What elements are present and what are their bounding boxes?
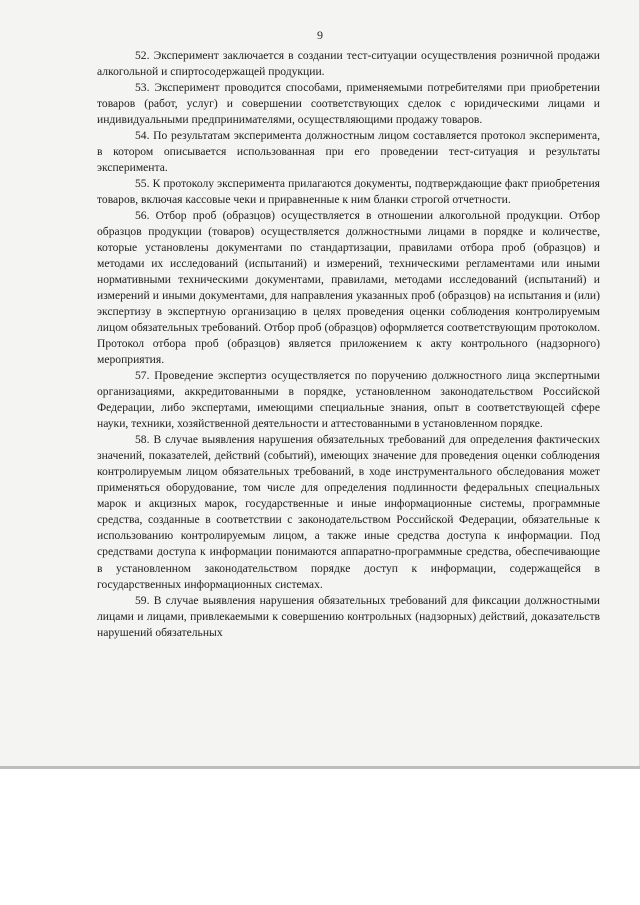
- paragraph-57: 57. Проведение экспертиз осуществляется по поручению должностного лица экспертными организациями, аккредитованными в порядке, установленном законодательством Российской Федерации, либо экспертами, имеющими специальные знания, опыт в соответствующей сфере науки, техники, хозяйственной деятельности и аттестованными в установленном порядке.: [97, 369, 600, 431]
- paragraph-56: 56. Отбор проб (образцов) осуществляется в отношении алкогольной продукции. Отбор образцов продукции (товаров) осуществляется должностными лицами в порядке и количестве, которые установлены документами по стандартизации, правилами отбора проб (образцов) и методами их исследований (испытаний) и измерений, техническими регламентами или иными нормативными техническими документами, правилами, методами исследований (испытаний) и измерений и иными документами, для направления указанных проб (образцов) на испытания и (или) экспертизу в экспертную организацию в целях проведения оценки соблюдения контролируемым лицом обязательных требований. Отбор проб (образцов) оформляется соответствующим протоколом. Протокол отбора проб (образцов) является приложением к акту контрольного (надзорного) мероприятия.: [97, 209, 600, 367]
- paragraph-55: 55. К протоколу эксперимента прилагаются документы, подтверждающие факт приобретения товаров, включая кассовые чеки и приравненные к ним бланки строгой отчетности.: [97, 177, 600, 207]
- paragraph-59: 59. В случае выявления нарушения обязательных требований для фиксации должностными лицами и лицами, привлекаемыми к совершению контрольных (надзорных) действий, доказательств нарушений обязательных: [97, 593, 600, 639]
- paragraph-58: 58. В случае выявления нарушения обязательных требований для определения фактических значений, показателей, действий (событий), имеющих значение для проведения оценки соблюдения контролируемым лицом обязательных требований, в ходе инструментального обследования может применяться оборудование, том числе для определения подлинности федеральных специальных марок и акцизных марок, государственные и иные информационные системы, программные средства, созданные в соответствии с законодательством Российской Федерации, обязательные к использованию контролируемым лицом, а также иные средства доступа к информации. Под средствами доступа к информации понимаются аппаратно-программные средства, обеспечивающие в установленном законодательством порядке доступ к информации, содержащейся в государственных информационных системах.: [97, 433, 600, 591]
- page-edge-shadow: [0, 766, 640, 769]
- paragraph-54: 54. По результатам эксперимента должностным лицом составляется протокол эксперимента, в котором описывается использованная при его проведении тест-ситуация и результаты эксперимента.: [97, 129, 600, 175]
- document-body: [97, 48, 600, 641]
- page-number: 9: [317, 28, 323, 42]
- paragraph-53: 53. Эксперимент проводится способами, применяемыми потребителями при приобретении товаров (работ, услуг) и совершении соответствующих сделок с юридическими лицами и индивидуальными предпринимателями, осуществляющими продажу товаров.: [97, 81, 600, 127]
- paragraph-52: 52. Эксперимент заключается в создании тест-ситуации осуществления розничной продажи алкогольной и спиртосодержащей продукции.: [97, 49, 600, 79]
